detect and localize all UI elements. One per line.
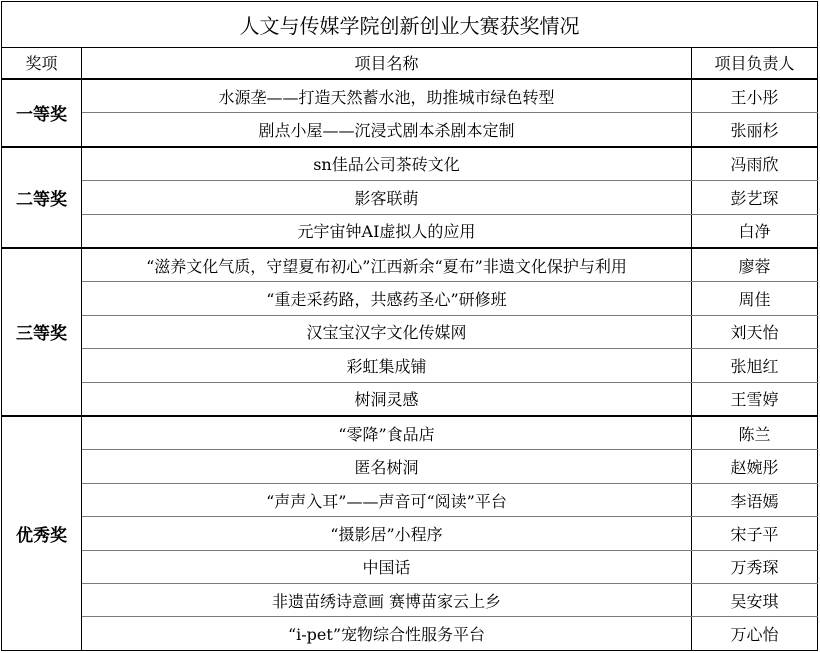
project-leader: 刘天怡	[691, 315, 817, 348]
project-leader: 万秀琛	[691, 550, 817, 583]
table-row	[2, 584, 818, 617]
table-row	[2, 214, 818, 248]
project-name: “声声入耳”——声音可“阅读”平台	[82, 483, 692, 516]
project-name: “摄影居”小程序	[82, 517, 692, 550]
project-name: 汉宝宝汉字文化传媒网	[82, 315, 692, 348]
table-row	[2, 181, 818, 214]
table-row	[2, 147, 818, 181]
project-leader: 王雪婷	[691, 382, 817, 416]
project-leader: 冯雨欣	[691, 147, 817, 181]
table-row	[2, 248, 818, 282]
project-leader: 赵婉彤	[691, 450, 817, 483]
award-level: 三等奖	[2, 248, 82, 416]
project-name: 元宇宙钟AI虚拟人的应用	[82, 214, 692, 248]
project-leader: 廖蓉	[691, 248, 817, 282]
project-leader: 张旭红	[691, 349, 817, 382]
project-leader: 万心怡	[691, 617, 817, 651]
project-name: “滋养文化气质，守望夏布初心”江西新余“夏布”非遗文化保护与利用	[82, 248, 692, 282]
header-award: 奖项	[2, 47, 82, 79]
table-title: 人文与传媒学院创新创业大赛获奖情况	[2, 2, 818, 48]
project-name: 非遗苗绣诗意画 赛博苗家云上乡	[82, 584, 692, 617]
table-row	[2, 550, 818, 583]
project-name: 彩虹集成铺	[82, 349, 692, 382]
table-row	[2, 617, 818, 651]
table-row	[2, 416, 818, 450]
award-level: 二等奖	[2, 147, 82, 248]
table-row	[2, 483, 818, 516]
header-row	[2, 47, 818, 79]
table-row	[2, 113, 818, 147]
award-level: 一等奖	[2, 79, 82, 147]
header-leader: 项目负责人	[691, 47, 817, 79]
project-name: 匿名树洞	[82, 450, 692, 483]
project-name: “i-pet”宠物综合性服务平台	[82, 617, 692, 651]
project-leader: 吴安琪	[691, 584, 817, 617]
project-name: 水源垄——打造天然蓄水池，助推城市绿色转型	[82, 79, 692, 113]
project-name: 剧点小屋——沉浸式剧本杀剧本定制	[82, 113, 692, 147]
project-name: 影客联萌	[82, 181, 692, 214]
project-leader: 白净	[691, 214, 817, 248]
table-row	[2, 79, 818, 113]
project-leader: 王小彤	[691, 79, 817, 113]
project-leader: 张丽杉	[691, 113, 817, 147]
project-leader: 周佳	[691, 282, 817, 315]
project-name: sn佳品公司茶砖文化	[82, 147, 692, 181]
project-leader: 彭艺琛	[691, 181, 817, 214]
project-leader: 李语嫣	[691, 483, 817, 516]
project-name: 树洞灵感	[82, 382, 692, 416]
project-name: “零降”食品店	[82, 416, 692, 450]
table-row	[2, 450, 818, 483]
awards-table	[1, 1, 818, 651]
table-row	[2, 315, 818, 348]
table-row	[2, 349, 818, 382]
awards-table-body	[2, 2, 818, 651]
project-leader: 陈兰	[691, 416, 817, 450]
header-project: 项目名称	[82, 47, 692, 79]
table-row	[2, 517, 818, 550]
table-row	[2, 382, 818, 416]
project-name: 中国话	[82, 550, 692, 583]
table-row	[2, 282, 818, 315]
award-level: 优秀奖	[2, 416, 82, 651]
project-name: “重走采药路，共感药圣心”研修班	[82, 282, 692, 315]
project-leader: 宋子平	[691, 517, 817, 550]
